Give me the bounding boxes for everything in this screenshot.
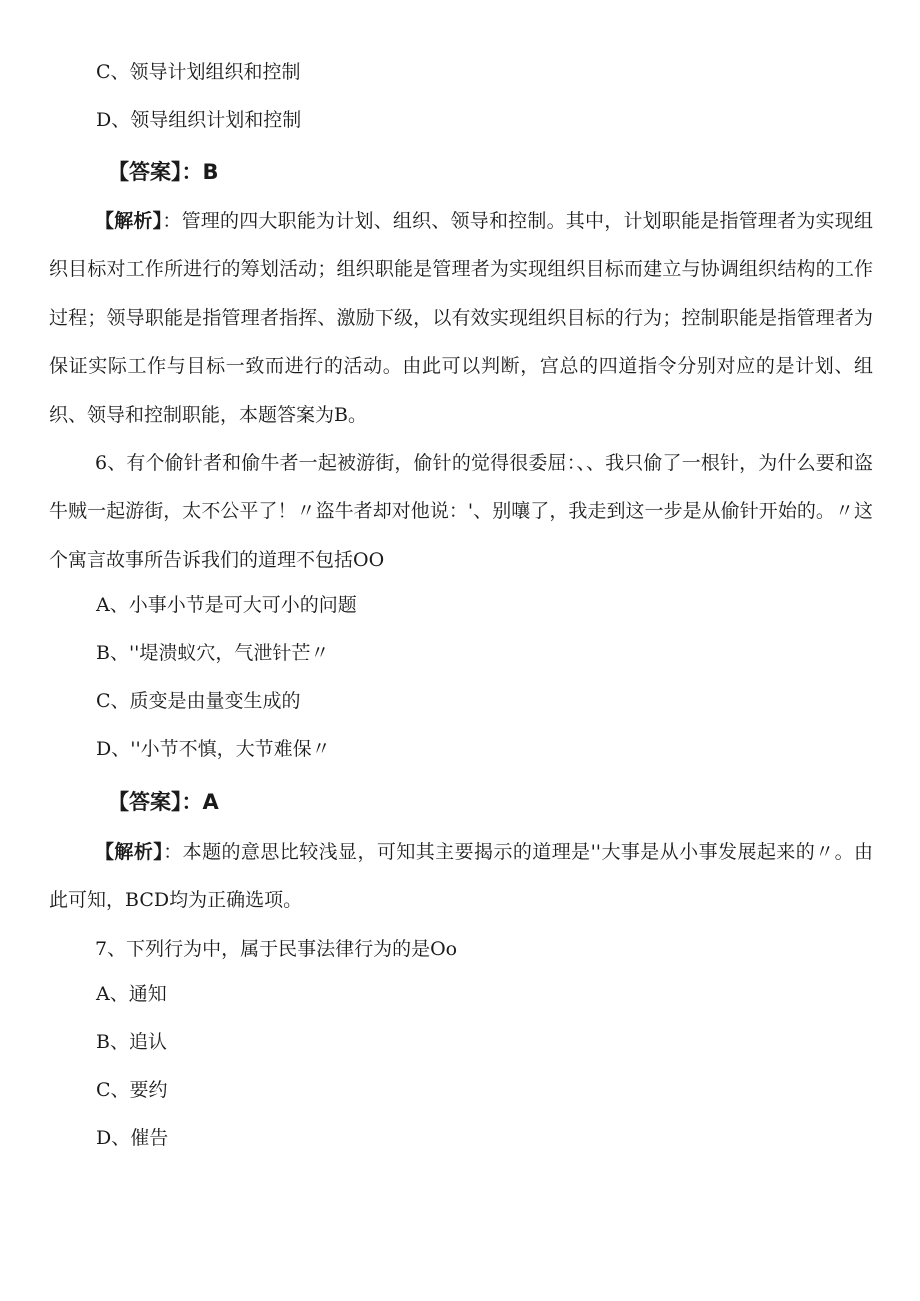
q6-stem: 6、有个偷针者和偷牛者一起被游街，偷针的觉得很委屈：、、我只偷了一根针，为什么要和盗牛贼一起游街，太不公平了！〃盗牛者却对他说：'、别嚷了，我走到这一步是从偷针开始的。〃这个寓言故事所告诉我们的道理不包括OO [49, 452, 873, 571]
q7-stem: 7、下列行为中，属于民事法律行为的是Oo [95, 938, 458, 960]
q5-option-c: C、领导计划组织和控制 [96, 61, 301, 83]
q5-answer [108, 160, 219, 184]
analysis-text: ：本题的意思比较浅显，可知其主要揭示的道理是''大事是从小事发展起来的〃。由此可知，BCD均为正确选项。 [49, 841, 873, 912]
q7-option-a: A、通知 [96, 983, 167, 1005]
q6-option-b: B、''堤溃蚁穴，气泄针芒〃 [96, 642, 330, 664]
analysis-label: 【解析】 [95, 210, 163, 232]
answer-label: 【答案】 [108, 790, 182, 814]
analysis-label: 【解析】 [95, 841, 164, 863]
answer-label: 【答案】 [108, 160, 182, 184]
answer-value: ：A [181, 790, 219, 814]
q6-option-d: D、''小节不慎，大节难保〃 [96, 738, 331, 760]
answer-value: ：B [181, 160, 219, 184]
q5-option-d: D、领导组织计划和控制 [96, 109, 302, 131]
q6-analysis [49, 828, 873, 925]
q5-analysis [49, 197, 873, 439]
q6-option-a: A、小事小节是可大可小的问题 [96, 594, 357, 616]
analysis-text: ：管理的四大职能为计划、组织、领导和控制。其中，计划职能是指管理者为实现组织目标对工作所进行的筹划活动；组织职能是管理者为实现组织目标而建立与协调组织结构的工作过程；领导职能是指管理者指挥、激励下级，以有效实现组织目标的行为；控制职能是指管理者为保证实际工作与目标一致而进行的活动。由此可以判断，宫总的四道指令分别对应的是计划、组织、领导和控制职能，本题答案为B。 [49, 210, 873, 426]
q7-option-c: C、要约 [96, 1079, 168, 1101]
q7-option-b: B、追认 [96, 1031, 167, 1053]
q6-option-c: C、质变是由量变生成的 [96, 690, 301, 712]
q6-answer [108, 790, 219, 814]
q7-option-d: D、催告 [96, 1127, 169, 1149]
